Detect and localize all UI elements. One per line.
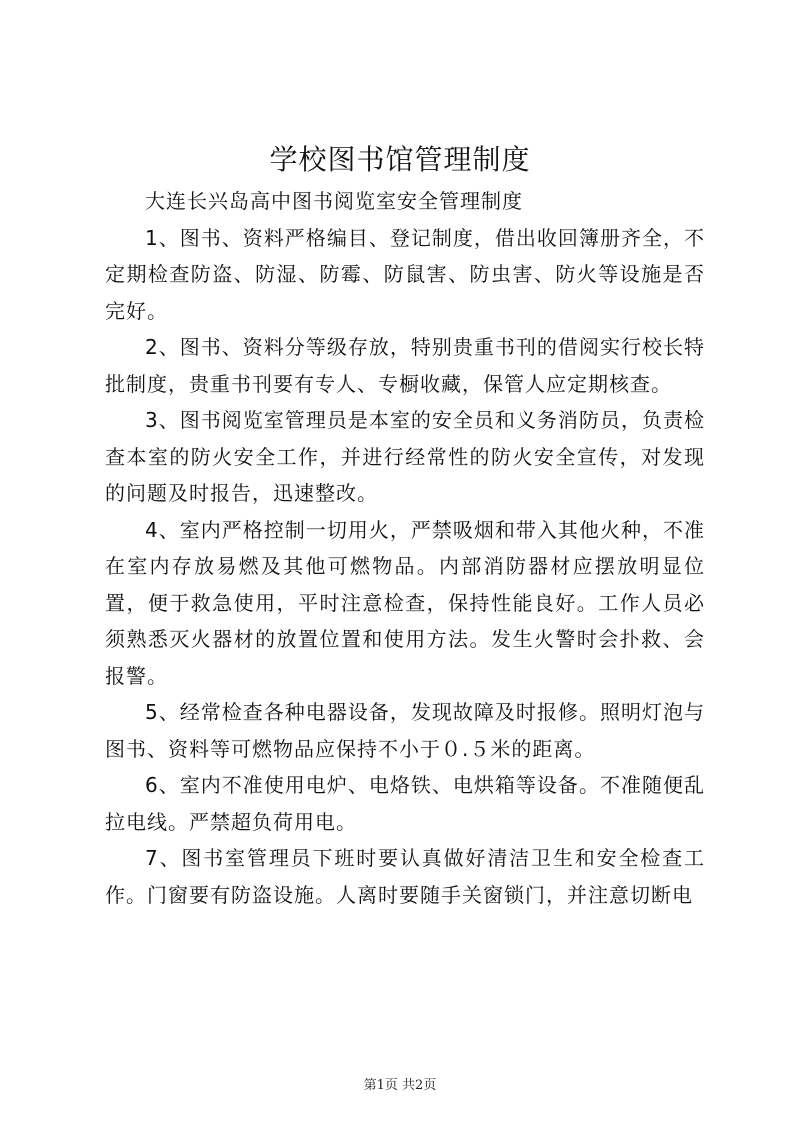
- document-subtitle: 大连长兴岛高中图书阅览室安全管理制度: [145, 189, 523, 213]
- document-title: 学校图书馆管理制度: [269, 143, 531, 176]
- paragraph-3: 3、图书阅览室管理员是本室的安全员和义务消防员，负责检查本室的防火安全工作，并进行经常性的防火安全宣传，对发现的问题及时报告，迅速整改。: [105, 408, 705, 505]
- document-body: [105, 183, 705, 913]
- paragraph-7: 7、图书室管理员下班时要认真做好清洁卫生和安全检查工作。门窗要有防盗设施。人离时要随手关窗锁门，并注意切断电: [105, 846, 705, 907]
- paragraph-2: 2、图书、资料分等级存放，特别贵重书刊的借阅实行校长特批制度，贵重书刊要有专人、专橱收藏，保管人应定期核查。: [105, 335, 705, 396]
- paragraph-1: 1、图书、资料严格编目、登记制度，借出收回簿册齐全，不定期检查防盗、防湿、防霉、防鼠害、防虫害、防火等设施是否完好。: [105, 225, 705, 323]
- paragraph-5: 5、经常检查各种电器设备，发现故障及时报修。照明灯泡与图书、资料等可燃物品应保持不小于０.５米的距离。: [105, 700, 705, 761]
- paragraph-4: 4、室内严格控制一切用火，严禁吸烟和带入其他火种，不准在室内存放易燃及其他可燃物品。内部消防器材应摆放明显位置，便于救急使用，平时注意检查，保持性能良好。工作人员必须熟悉灭火器材的放置位置和使用方法。发生火警时会扑救、会报警。: [105, 517, 705, 688]
- paragraph-6: 6、室内不准使用电炉、电烙铁、电烘箱等设备。不准随便乱拉电线。严禁超负荷用电。: [105, 773, 705, 834]
- page-footer: 第1页 共2页: [363, 1078, 437, 1093]
